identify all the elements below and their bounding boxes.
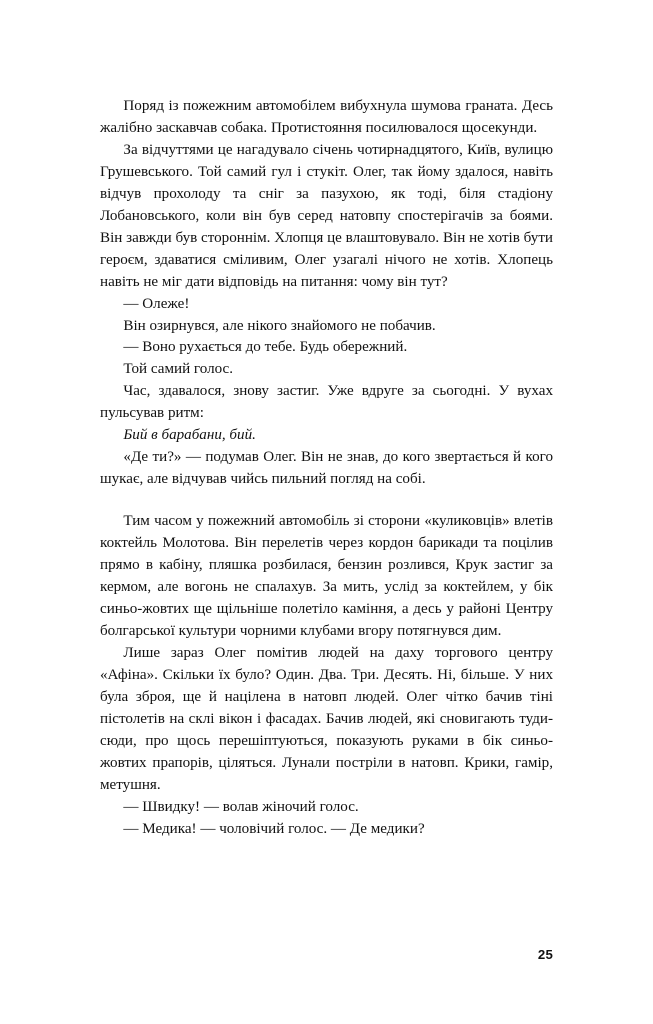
italic-line: Бий в барабани, бий. — [123, 427, 256, 444]
page-number: 25 — [537, 947, 553, 962]
dialogue-line: — Олеже! — [123, 295, 190, 312]
dialogue-line: — Воно рухається до тебе. Будь обережний. — [123, 339, 408, 356]
dialogue-line: — Швидку! — волав жіночий голос. — [123, 798, 359, 815]
paragraph: Лише зараз Олег помітив людей на даху торгового центру «Афіна». Скільки їх було? Один. Два. Три. Десять. Ні, більше. У них була зброя, ще й націлена в натовп людей. Олег чітко бачив тіні пістолетів на склі вікон і фасадах. Бачив людей, які сновигають туди-сюди, про щось перешіптуються, показують руками в бік синьо-жовтих прапорів, ціляться. Лунали постріли в натовп. Крики, гамір, метушня. — [100, 644, 553, 793]
paragraph-gap — [100, 491, 553, 511]
paragraph: Поряд із пожежним автомобілем вибухнула шумова граната. Десь жалібно заскавчав собака. Протистояння посилювалося щосекунди. — [100, 98, 553, 136]
dialogue-line: — Медика! — чоловічий голос. — Де медики? — [123, 820, 425, 837]
paragraph: Той самий голос. — [123, 361, 234, 378]
paragraph: Він озирнувся, але нікого знайомого не побачив. — [123, 317, 436, 334]
paragraph: За відчуттями це нагадувало січень чотирнадцятого, Київ, вулицю Грушевського. Той самий гул і стукіт. Олег, так йому здалося, навіть відчув прохолоду та сніг за пазухою, як тоді, біля стадіону Лобановського, коли він був серед натовпу спостерігачів за боями. Він завжди був стороннім. Хлопця це влаштовувало. Він не хотів бути героєм, здаватися сміливим, Олег узагалі нічого не хотів. Хлопець навіть не міг дати відповідь на питання: чому він тут? — [100, 141, 553, 290]
paragraph: Час, здавалося, знову застиг. Уже вдруге за сьогодні. У вухах пульсував ритм: — [100, 383, 553, 422]
page-body — [100, 96, 553, 840]
paragraph: Тим часом у пожежний автомобіль зі сторони «куликовців» влетів коктейль Молотова. Він перелетів через кордон барикади та поцілив прямо в кабіну, пляшка розбилася, бензин розлився, Крук застиг за кермом, але вогонь не спалахув. За мить, услід за коктейлем, у бік синьо-жовтих ще щільніше полетіло каміння, а десь у районі Центру болгарської культури чорними клубами вгору потягнувся дим. — [100, 513, 553, 639]
paragraph: «Де ти?» — подумав Олег. Він не знав, до кого звертається й кого шукає, але відчував чийсь пильний погляд на собі. — [100, 449, 553, 488]
